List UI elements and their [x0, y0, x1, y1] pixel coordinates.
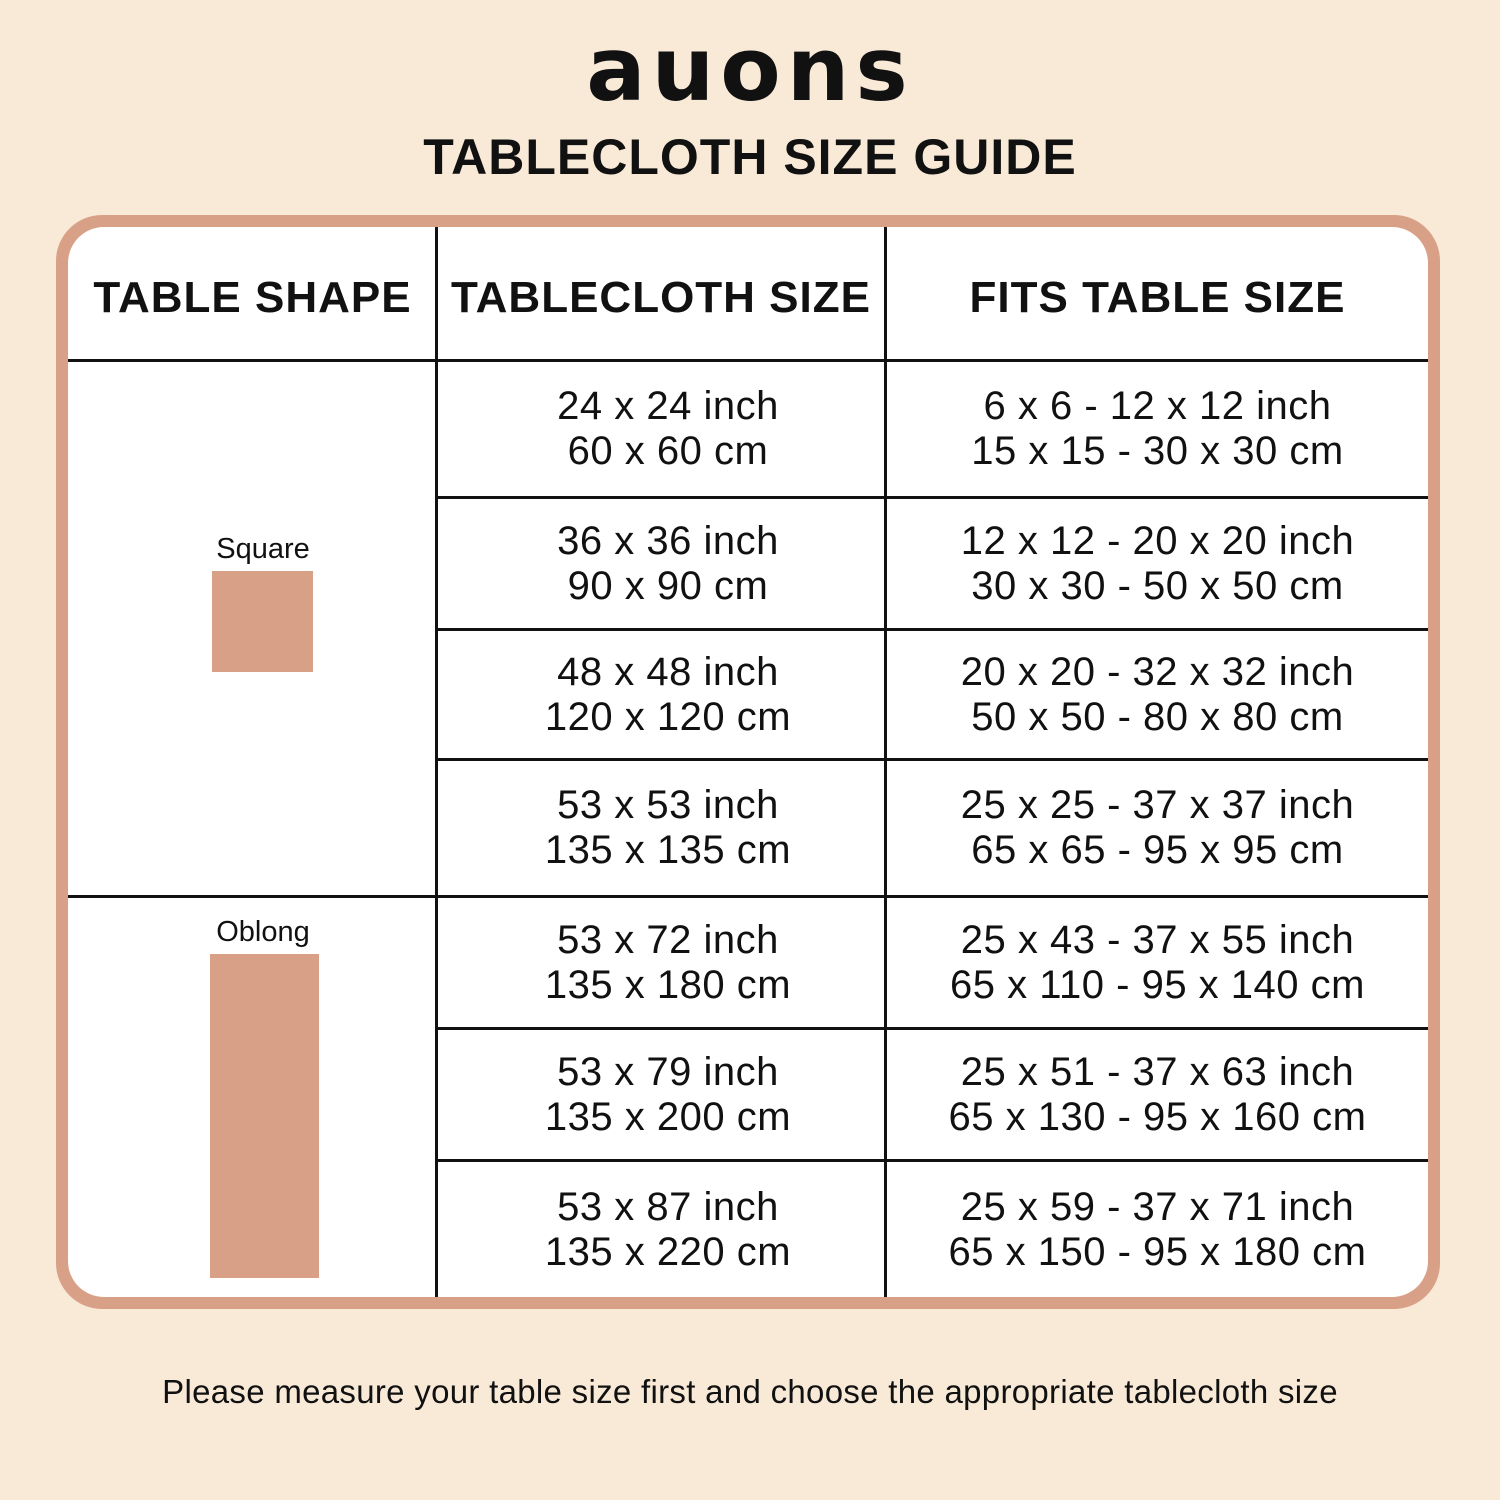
fits-inch: 25 x 25 - 37 x 37 inch [960, 783, 1355, 827]
fits-inch: 12 x 12 - 20 x 20 inch [960, 518, 1355, 563]
tablecloth-inch: 53 x 87 inch [557, 1184, 779, 1229]
fits-inch: 25 x 43 - 37 x 55 inch [960, 917, 1355, 962]
footer-note: Please measure your table size first and choose the appropriate tablecloth size [162, 1373, 1338, 1410]
size-guide-frame [56, 215, 1440, 1309]
header-fits-table-size: FITS TABLE SIZE [969, 273, 1346, 322]
tablecloth-size-cell [438, 362, 898, 496]
fits-cm: 50 x 50 - 80 x 80 cm [971, 694, 1344, 739]
size-guide-table [68, 227, 1428, 1297]
fits-cm: 30 x 30 - 50 x 50 cm [971, 563, 1344, 608]
tablecloth-cm: 120 x 120 cm [544, 694, 792, 739]
fits-cm: 65 x 150 - 95 x 180 cm [948, 1229, 1367, 1274]
tablecloth-inch: 53 x 72 inch [557, 917, 779, 962]
oblong-shape-swatch [210, 954, 319, 1278]
tablecloth-inch: 53 x 79 inch [557, 1049, 779, 1094]
tablecloth-size-cell [438, 499, 898, 628]
fits-inch: 20 x 20 - 32 x 32 inch [960, 649, 1355, 694]
fits-size-cell [887, 1162, 1428, 1297]
tablecloth-size-cell [438, 631, 898, 758]
fits-size-cell [887, 362, 1428, 496]
tablecloth-size-cell [438, 1030, 898, 1159]
fits-cm: 65 x 130 - 95 x 160 cm [948, 1094, 1367, 1139]
tablecloth-cm: 135 x 220 cm [544, 1229, 792, 1274]
tablecloth-cm: 60 x 60 cm [567, 429, 769, 473]
tablecloth-inch: 48 x 48 inch [557, 649, 779, 694]
tablecloth-cm: 135 x 180 cm [544, 962, 792, 1007]
header-tablecloth-size: TABLECLOTH SIZE [451, 273, 871, 322]
tablecloth-size-cell [438, 761, 898, 895]
fits-cm: 65 x 65 - 95 x 95 cm [971, 828, 1344, 872]
tablecloth-cm: 135 x 200 cm [544, 1094, 792, 1139]
fits-size-cell [887, 1030, 1428, 1159]
tablecloth-cm: 90 x 90 cm [567, 563, 769, 608]
tablecloth-inch: 36 x 36 inch [557, 518, 779, 563]
fits-cm: 65 x 110 - 95 x 140 cm [950, 962, 1365, 1007]
shape-label-square: Square [216, 533, 310, 565]
square-shape-swatch [212, 571, 313, 672]
tablecloth-inch: 53 x 53 inch [557, 783, 779, 827]
shape-label-oblong: Oblong [216, 916, 310, 948]
header-table-shape: TABLE SHAPE [93, 273, 412, 322]
fits-size-cell [887, 499, 1428, 628]
fits-size-cell [887, 898, 1428, 1027]
tablecloth-inch: 24 x 24 inch [557, 384, 779, 428]
tablecloth-cm: 135 x 135 cm [544, 828, 792, 872]
tablecloth-size-cell [438, 1162, 898, 1297]
tablecloth-size-cell [438, 898, 898, 1027]
fits-cm: 15 x 15 - 30 x 30 cm [971, 429, 1344, 473]
fits-inch: 6 x 6 - 12 x 12 inch [983, 384, 1332, 428]
fits-inch: 25 x 59 - 37 x 71 inch [960, 1184, 1355, 1229]
fits-size-cell [887, 631, 1428, 758]
page-title: TABLECLOTH SIZE GUIDE [423, 129, 1077, 185]
brand-logo: auons [586, 18, 914, 121]
fits-inch: 25 x 51 - 37 x 63 inch [960, 1049, 1355, 1094]
fits-size-cell [887, 761, 1428, 895]
